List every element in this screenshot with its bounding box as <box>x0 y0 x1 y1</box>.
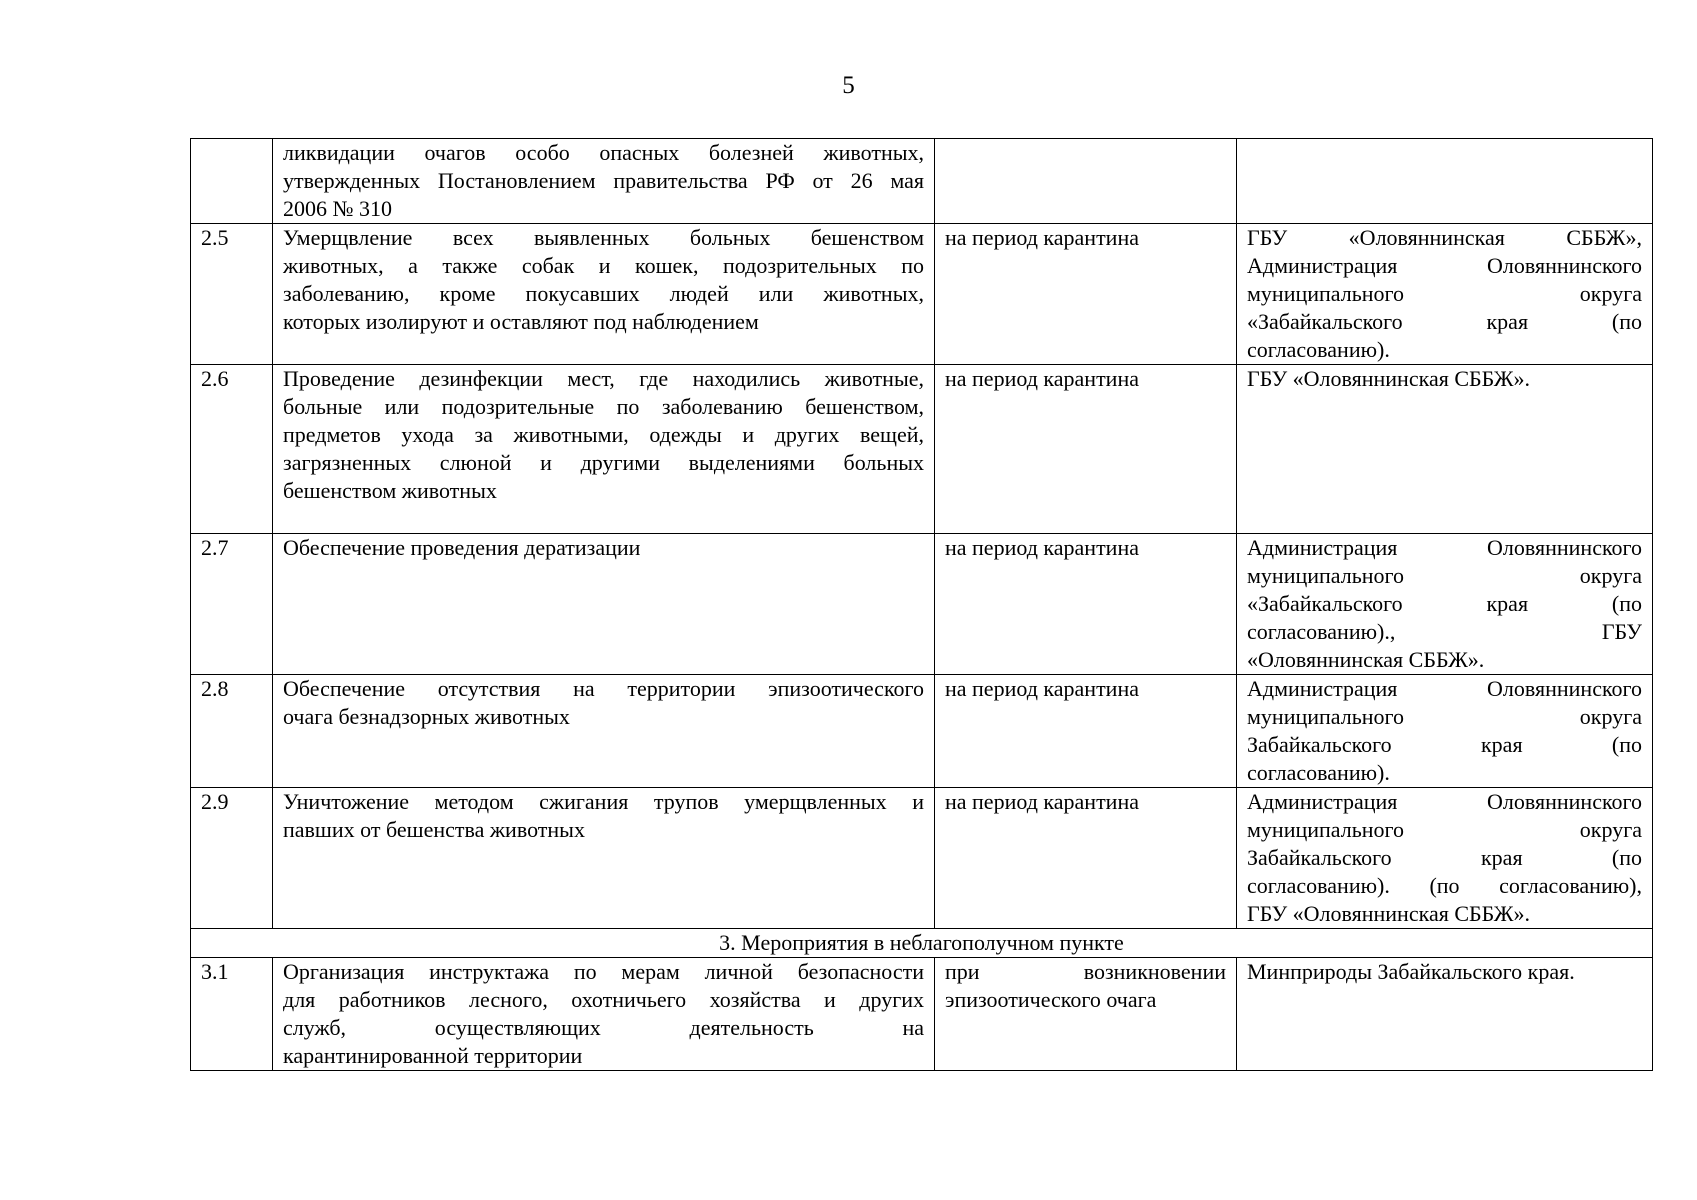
responsible-line: ГБУ «Оловяннинская СББЖ», <box>1247 225 1642 250</box>
responsible-line: Администрация Оловяннинского <box>1247 535 1642 560</box>
measure-cell <box>273 534 935 675</box>
page-number: 5 <box>842 72 855 99</box>
period-cell: на период карантина <box>935 675 1237 788</box>
responsible-line: Администрация Оловяннинского <box>1247 253 1642 278</box>
table-row <box>191 675 1653 788</box>
period-cell <box>935 139 1237 224</box>
responsible-cell <box>1237 224 1653 365</box>
responsible-line: согласованию). (по согласованию), <box>1247 873 1642 898</box>
period-cell <box>935 958 1237 1071</box>
responsible-line: муниципального округа <box>1247 704 1642 729</box>
measure-line: бешенством животных <box>283 478 497 503</box>
measure-line: карантинированной территории <box>283 1043 583 1068</box>
responsible-line: согласованию). <box>1247 337 1390 362</box>
table-row <box>191 534 1653 675</box>
responsible-cell <box>1237 365 1653 534</box>
responsible-line: Забайкальского края (по <box>1247 845 1642 870</box>
measure-line: ликвидации очагов особо опасных болезней животных, <box>283 140 924 165</box>
responsible-line: «Забайкальского края (по <box>1247 591 1642 616</box>
table-row <box>191 788 1653 929</box>
measure-cell <box>273 365 935 534</box>
table-row <box>191 139 1653 224</box>
responsible-line: Минприроды Забайкальского края. <box>1247 959 1575 984</box>
responsible-line: «Забайкальского края (по <box>1247 309 1642 334</box>
responsible-line: Забайкальского края (по <box>1247 732 1642 757</box>
responsible-line: муниципального округа <box>1247 817 1642 842</box>
measure-cell <box>273 675 935 788</box>
section-header-row <box>191 929 1653 958</box>
responsible-line: муниципального округа <box>1247 563 1642 588</box>
responsible-line: согласованию). <box>1247 760 1390 785</box>
row-number-cell: 3.1 <box>191 958 273 1071</box>
responsible-line: муниципального округа <box>1247 281 1642 306</box>
measure-line: заболеванию, кроме покусавших людей или животных, <box>283 281 924 306</box>
measure-line: Обеспечение проведения дератизации <box>283 535 641 560</box>
measure-line: предметов ухода за животными, одежды и других вещей, <box>283 422 924 447</box>
period-cell: на период карантина <box>935 788 1237 929</box>
measure-line: Организация инструктажа по мерам личной безопасности <box>283 959 924 984</box>
measure-line: Обеспечение отсутствия на территории эпизоотического <box>283 676 924 701</box>
responsible-line: согласованию)., ГБУ <box>1247 619 1642 644</box>
measure-cell <box>273 139 935 224</box>
measure-line: Проведение дезинфекции мест, где находились животные, <box>283 366 924 391</box>
table-row <box>191 365 1653 534</box>
row-number-cell: 2.8 <box>191 675 273 788</box>
measure-line: очага безнадзорных животных <box>283 704 570 729</box>
period-line: при возникновении <box>945 959 1226 984</box>
row-number-cell: 2.6 <box>191 365 273 534</box>
period-line: эпизоотического очага <box>945 987 1157 1012</box>
measure-line: для работников лесного, охотничьего хозяйства и других <box>283 987 924 1012</box>
measure-line: 2006 № 310 <box>283 196 392 221</box>
measure-line: больные или подозрительные по заболеванию бешенством, <box>283 394 924 419</box>
responsible-line: ГБУ «Оловяннинская СББЖ». <box>1247 901 1530 926</box>
period-cell: на период карантина <box>935 224 1237 365</box>
measure-line: загрязненных слюной и другими выделениями больных <box>283 450 924 475</box>
measure-line: утвержденных Постановлением правительства РФ от 26 мая <box>283 168 924 193</box>
section-title: 3. Мероприятия в неблагополучном пункте <box>191 929 1653 958</box>
measure-line: Уничтожение методом сжигания трупов умерщвленных и <box>283 789 924 814</box>
row-number-cell: 2.7 <box>191 534 273 675</box>
measure-line: которых изолируют и оставляют под наблюдением <box>283 309 759 334</box>
responsible-line: «Оловяннинская СББЖ». <box>1247 647 1485 672</box>
responsible-cell <box>1237 139 1653 224</box>
responsible-cell <box>1237 958 1653 1071</box>
measures-table <box>190 138 1653 1071</box>
table-row <box>191 958 1653 1071</box>
row-number-cell: 2.9 <box>191 788 273 929</box>
responsible-line: Администрация Оловяннинского <box>1247 676 1642 701</box>
responsible-line: ГБУ «Оловяннинская СББЖ». <box>1247 366 1530 391</box>
responsible-cell <box>1237 534 1653 675</box>
responsible-cell <box>1237 675 1653 788</box>
measure-line: Умерщвление всех выявленных больных бешенством <box>283 225 924 250</box>
measure-cell <box>273 224 935 365</box>
period-cell: на период карантина <box>935 365 1237 534</box>
measure-line: павших от бешенства животных <box>283 817 585 842</box>
measure-line: животных, а также собак и кошек, подозрительных по <box>283 253 924 278</box>
measure-line: служб, осуществляющих деятельность на <box>283 1015 924 1040</box>
responsible-line: Администрация Оловяннинского <box>1247 789 1642 814</box>
period-cell: на период карантина <box>935 534 1237 675</box>
table-row <box>191 224 1653 365</box>
measure-cell <box>273 958 935 1071</box>
responsible-cell <box>1237 788 1653 929</box>
row-number-cell <box>191 139 273 224</box>
measure-cell <box>273 788 935 929</box>
row-number-cell: 2.5 <box>191 224 273 365</box>
